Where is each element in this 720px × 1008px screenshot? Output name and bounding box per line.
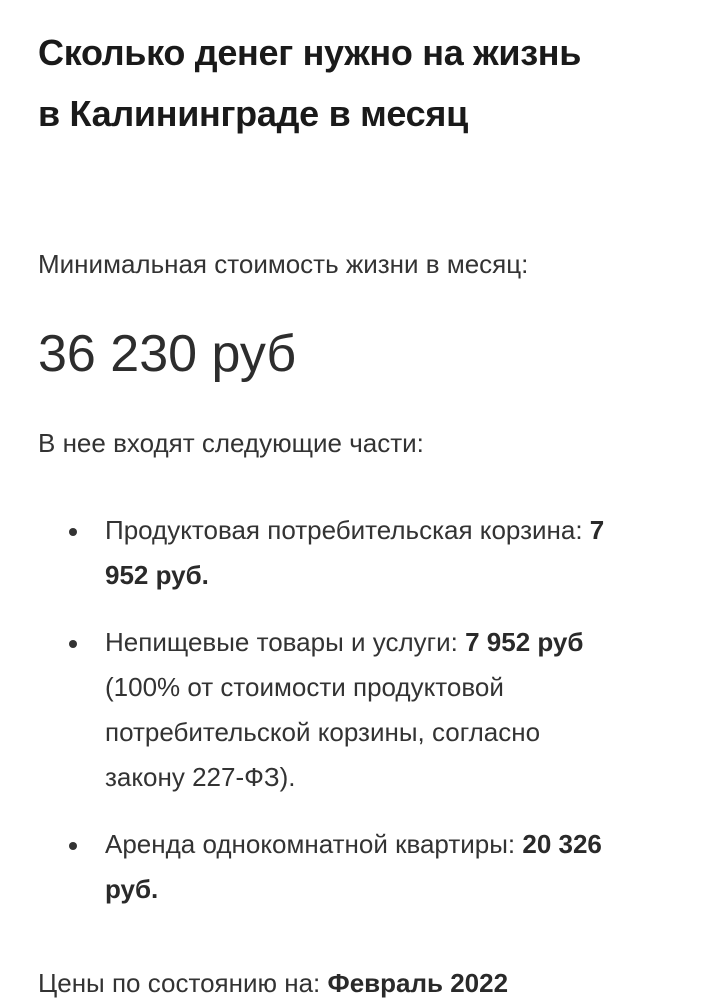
- prices-date-value: Февраль 2022: [327, 968, 509, 998]
- part-value: 20 326 руб.: [105, 829, 602, 904]
- part-label: Продуктовая потребительская корзина:: [105, 515, 590, 545]
- bullet-icon: [69, 842, 77, 850]
- prices-date-label: Цены по состоянию на:: [38, 968, 328, 998]
- prices-date: [38, 965, 508, 1001]
- article-title: Сколько денег нужно на жизнь в Калининграде в месяц: [38, 32, 582, 134]
- bullet-icon: [69, 528, 77, 536]
- list-item-non-food-goods: [38, 620, 625, 800]
- bullet-icon: [69, 640, 77, 648]
- part-note: (100% от стоимости продуктовой потребительской корзины, согласно закону 227-ФЗ).: [105, 672, 541, 792]
- list-item-apartment-rent: [38, 822, 625, 912]
- cost-subtitle: Минимальная стоимость жизни в месяц:: [38, 249, 529, 279]
- parts-intro: В нее входят следующие части:: [38, 428, 424, 458]
- part-value: 7 952 руб.: [105, 515, 605, 590]
- part-label: Непищевые товары и услуги:: [105, 627, 466, 657]
- list-item-food-basket: [38, 508, 645, 598]
- part-label: Аренда однокомнатной квартиры:: [105, 829, 523, 859]
- part-value: 7 952 руб: [465, 627, 584, 657]
- monthly-cost-amount: 36 230 руб: [38, 325, 297, 383]
- cost-parts-list: [38, 508, 688, 912]
